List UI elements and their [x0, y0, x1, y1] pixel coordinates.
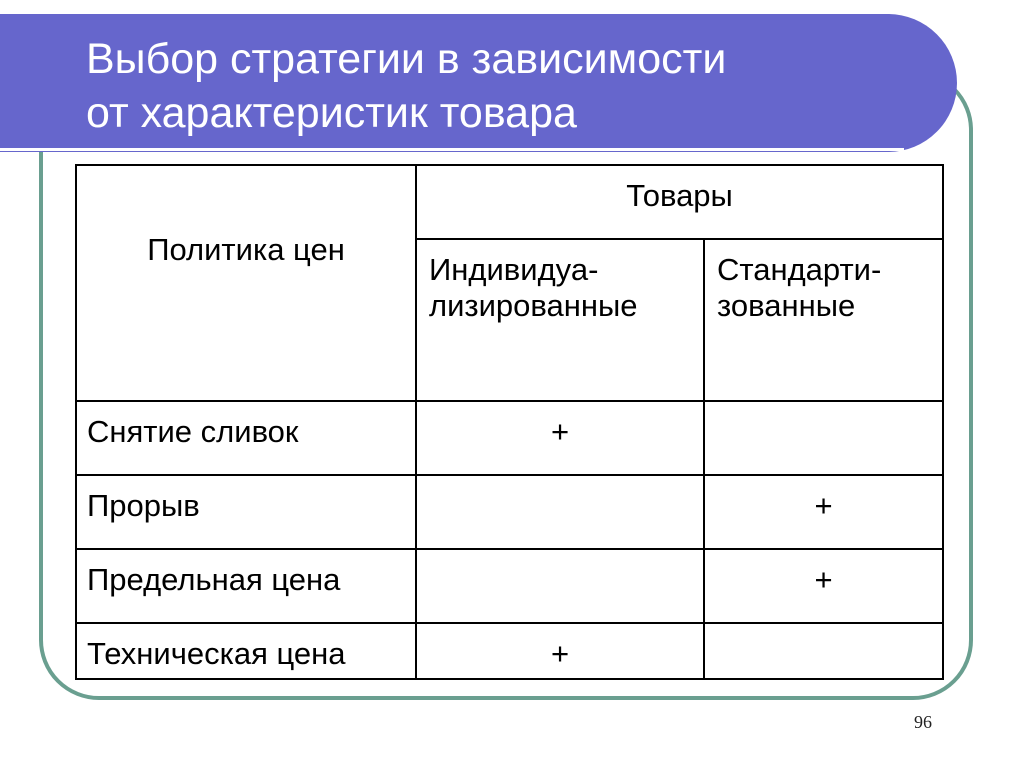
title-bar — [0, 14, 957, 152]
cell-standardized — [704, 623, 943, 679]
header-individualized — [416, 239, 704, 401]
header-standardized-line-1: Стандарти- — [717, 252, 882, 287]
cell-standardized — [704, 401, 943, 475]
cell-individualized — [416, 549, 704, 623]
row-label: Предельная цена — [76, 549, 416, 623]
header-standardized-line-2: зованные — [717, 288, 856, 323]
table-row — [76, 401, 943, 475]
header-goods: Товары — [416, 165, 943, 239]
cell-individualized: + — [416, 401, 704, 475]
cell-standardized: + — [704, 549, 943, 623]
header-price-policy: Политика цен — [76, 165, 416, 401]
pricing-strategy-table — [75, 164, 944, 680]
title-underline — [0, 148, 904, 151]
row-label: Прорыв — [76, 475, 416, 549]
table-row — [76, 623, 943, 679]
header-individualized-line-2: лизированные — [429, 288, 638, 323]
table-row — [76, 475, 943, 549]
slide-title — [86, 32, 726, 140]
table-header-row — [76, 165, 943, 239]
table-row — [76, 549, 943, 623]
header-individualized-line-1: Индивидуа- — [429, 252, 599, 287]
header-standardized — [704, 239, 943, 401]
cell-individualized: + — [416, 623, 704, 679]
row-label: Техническая цена — [76, 623, 416, 679]
title-line-1: Выбор стратегии в зависимости — [86, 35, 727, 83]
title-line-2: от характеристик товара — [86, 89, 577, 137]
cell-individualized — [416, 475, 704, 549]
row-label: Снятие сливок — [76, 401, 416, 475]
cell-standardized: + — [704, 475, 943, 549]
page-number: 96 — [914, 712, 932, 732]
